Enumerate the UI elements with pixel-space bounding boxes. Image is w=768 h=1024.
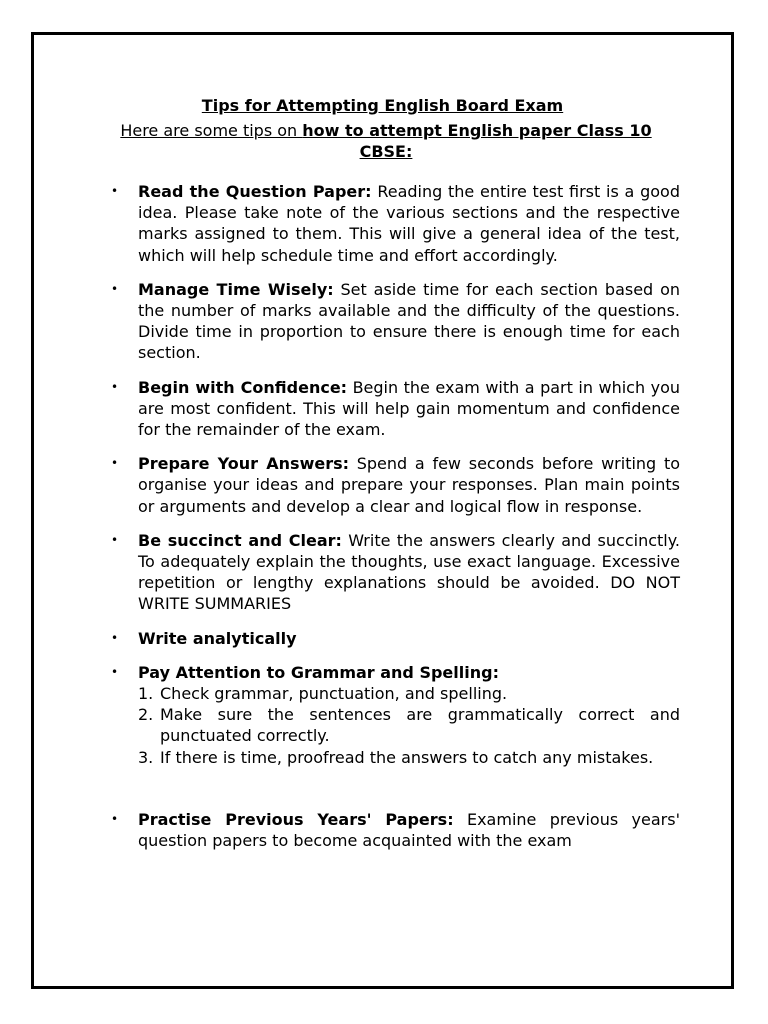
tip-label: Prepare Your Answers: — [138, 454, 350, 474]
tip-text: Begin the exam with a part in which you are most confident. This will help gain momentum and confidence for the remainder of the exam. — [138, 377, 681, 440]
tip-text: Reading the entire test first is a good idea. Please take note of the various sections and the respective marks assigned to them. This will give a general idea of the test, which will help schedule time and effort accordingly. — [138, 182, 680, 265]
bullet-icon: • — [111, 811, 119, 826]
grammar-sub-list — [138, 683, 680, 768]
bullet-icon: • — [111, 281, 119, 296]
sub-item-number: 1. — [138, 684, 154, 704]
tip-read-question-paper — [111, 181, 680, 266]
tip-label: Manage Time Wisely: — [138, 279, 334, 299]
bullet-icon: • — [111, 630, 119, 645]
tip-text: Examine previous years' question papers to become acquainted with the exam — [138, 809, 680, 851]
tip-label: Read the Question Paper: — [138, 182, 372, 201]
bullet-icon: • — [111, 456, 119, 471]
tip-manage-time — [111, 279, 681, 364]
tips-list — [111, 181, 681, 864]
sub-item-text: If there is time, proofread the answers to catch any mistakes. — [160, 747, 654, 767]
sub-item-number: 2. — [138, 705, 154, 725]
tip-practise-previous-papers — [111, 809, 680, 851]
intro-plain-text: Here are some tips on — [120, 121, 303, 140]
tip-succinct-clear — [111, 530, 681, 615]
bullet-icon: • — [111, 664, 119, 679]
sub-list-item — [138, 683, 680, 704]
bullet-icon: • — [111, 532, 119, 547]
tip-label: Write analytically — [138, 628, 297, 648]
sub-item-number: 3. — [138, 747, 154, 767]
document-title: Tips for Attempting English Board Exam — [201, 96, 564, 115]
intro-bold-text: how to attempt English paper Class 10 CBSE: — [302, 121, 652, 161]
tip-label: Begin with Confidence: — [138, 377, 348, 397]
sub-item-text: Check grammar, punctuation, and spelling. — [160, 684, 508, 704]
sub-item-text: Make sure the sentences are grammatically correct and punctuated correctly. — [160, 705, 680, 746]
tip-text: Write the answers clearly and succinctly. To adequately explain the thoughts, use exact language. Excessive repetition or lengthy explanations should be avoided. DO NOT WRITE SUMMARIES — [138, 530, 681, 614]
list-spacer — [138, 781, 680, 809]
tip-label: Be succinct and Clear: — [138, 530, 342, 550]
sub-list-item — [138, 747, 680, 768]
tip-write-analytically — [111, 628, 680, 649]
sub-list-item — [138, 704, 680, 746]
tip-label: Pay Attention to Grammar and Spelling: — [138, 662, 499, 682]
tip-grammar-spelling — [111, 662, 680, 768]
tip-text: Set aside time for each section based on the number of marks available and the difficulty of the questions. Divide time in proportion to ensure there is enough time for each section. — [138, 279, 681, 363]
bullet-icon: • — [111, 184, 119, 198]
tip-prepare-answers — [111, 453, 680, 517]
tip-begin-confidence — [111, 377, 681, 441]
page-frame — [31, 32, 734, 989]
document-intro — [92, 120, 680, 162]
bullet-icon: • — [111, 379, 119, 394]
tip-text: Spend a few seconds before writing to organise your ideas and prepare your responses. Plan main points or arguments and develop a clear and logical flow in response. — [138, 454, 680, 516]
tip-label: Practise Previous Years' Papers: — [138, 809, 454, 829]
